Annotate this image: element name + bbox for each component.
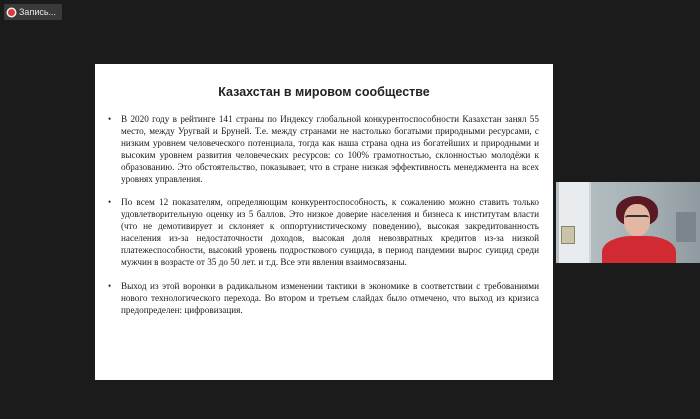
participant-video-tile[interactable] [556,182,700,263]
bullet-icon: • [108,280,112,291]
slide-bullet [107,114,539,185]
bullet-text: По всем 12 показателям, определяющим конкурентоспособность, к сожалению можно ставить только удовлетворительную оценку из 5 баллов. Это низкое доверие населения и бизнеса к институтам власти (что не демотивирует и склоняет к оппортунистическому поведению), высокая закредитованность населения из-за недостаточности доходов, высокая доля невозвратных кредитов из-за низкой платежеспособности, высокий уровень подросткового суицида, в период пандемии вырос суицид среди мужчин в возрасте от 35 до 50 лет. и т.д. Все эти явления взаимосвязаны. [121,197,539,267]
video-background-frame [561,226,575,244]
video-background-door [559,182,591,263]
slide-bullet-list [107,114,539,329]
bullet-icon: • [108,197,112,208]
recording-indicator[interactable] [4,4,62,20]
bullet-text: В 2020 году в рейтинге 141 страны по Индексу глобальной конкурентоспособности Казахстан занял 55 место, между Уругвай и Бруней. Т.е. между странами не настолько богатыми природными ресурсами, с низким уровнем человеческого потенциала, тогда как наша страна одна из богатейших и природными и высоким уровнем развития человеческих ресурсов: со 100% грамотностью, склонностью молодёжи к образованию. Это обстоятельство, показывает, что в стране низкая эффективность менеджмента на всех уровнях управления. [121,114,539,184]
bullet-icon: • [108,114,112,124]
shared-slide [95,64,553,380]
video-background-shelf [676,212,696,242]
record-icon [8,9,15,16]
recording-label: Запись... [19,7,57,17]
slide-title: Казахстан в мировом сообществе [218,85,430,99]
bullet-text: Выход из этой воронки в радикальном изменении тактики в экономике в соответствии с требованиями нового технологического перехода. Во втором и третьем слайдах было отмечено, что выход из кризиса предопределен: цифровизация. [121,280,539,315]
participant-glasses [625,215,649,222]
slide-bullet [107,281,539,317]
slide-bullet [107,197,539,268]
participant-body [602,236,676,263]
